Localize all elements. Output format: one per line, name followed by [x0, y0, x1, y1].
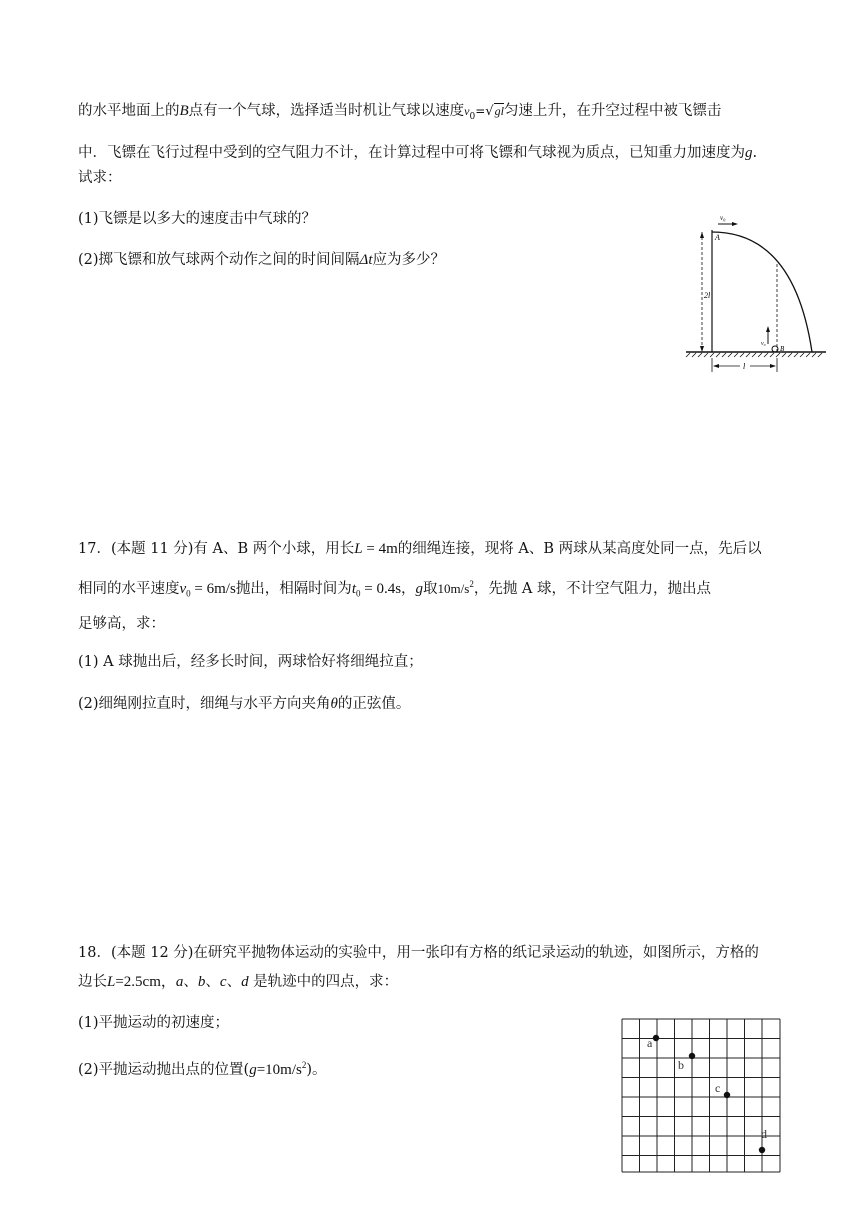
label-a: A: [715, 233, 720, 242]
gravity-symbol: g: [249, 1061, 257, 1078]
period: .: [752, 145, 758, 161]
p18-text: 是轨迹中的四点，求：: [248, 974, 399, 990]
question-text: (2)细绳刚拉直时，细绳与水平方向夹角: [78, 696, 331, 712]
trajectory-point-a: [653, 1035, 659, 1041]
label-b: B: [780, 345, 785, 353]
arrow-down-icon: [700, 346, 704, 352]
arrow-up-icon: [700, 232, 704, 238]
arrow-up-icon: [766, 326, 770, 332]
gravity-exponent: 2: [469, 579, 474, 589]
p17-line-1: [78, 539, 762, 559]
equals-sign: =: [475, 104, 486, 118]
point-b: B: [179, 103, 189, 119]
question-text: (1)平抛运动的初速度；: [78, 1015, 230, 1031]
p16-line-3: [78, 168, 122, 188]
trajectory-curve: [712, 232, 812, 352]
length-value: = 4m: [362, 541, 398, 557]
arrow-right-icon: [732, 222, 738, 226]
question-text: (2)掷飞镖和放气球两个动作之间的时间间隔: [78, 252, 360, 268]
t0-symbol: t: [351, 580, 356, 597]
gravity-value: 10m/s: [437, 580, 470, 596]
p16-line-2: [78, 143, 757, 163]
separator: 、: [205, 974, 220, 990]
p18-question-2: [78, 1055, 327, 1080]
v0-symbol: v: [464, 104, 470, 118]
trajectory-point-d: [759, 1147, 765, 1153]
question-text: )。: [306, 1061, 327, 1078]
question-text: (2)平抛运动抛出点的位置(: [78, 1061, 250, 1078]
length-value: =2.5cm，: [115, 974, 176, 990]
point-a: a: [175, 974, 184, 990]
comma: ，: [401, 580, 416, 597]
p16-text: 匀速上升，在升空过程中被飞镖击: [503, 103, 722, 119]
length-symbol: L: [107, 974, 116, 990]
label-v0-bottom: v₀: [761, 341, 766, 347]
p16-question-1: [78, 209, 316, 229]
gravity-symbol: g: [745, 145, 753, 161]
p17-text: 相同的水平速度: [78, 580, 180, 597]
separator: 、: [183, 974, 198, 990]
p17-line-2: [78, 574, 711, 604]
v0-subscript: 0: [186, 588, 191, 599]
question-text: 的正弦值。: [337, 696, 411, 712]
question-text: 应为多少？: [372, 252, 446, 268]
label-d: d: [761, 1127, 767, 1141]
p16-text: 的水平地面上的: [78, 103, 180, 119]
trajectory-point-b: [689, 1053, 695, 1059]
sqrt-radicand: gl: [494, 104, 504, 118]
p17-text: 抛出，相隔时间为: [235, 580, 352, 597]
p17-text: 取: [423, 580, 438, 597]
p17-line-3: [78, 614, 165, 634]
p16-question-2: [78, 250, 445, 270]
p18-text: 18．(本题 12 分)在研究平抛物体运动的实验中，用一张印有方格的纸记录运动的轨迹，如图所示，方格的: [78, 945, 759, 961]
gravity-exponent: 2: [301, 1060, 307, 1070]
p18-question-1: [78, 1013, 229, 1033]
label-v0-top: v₀: [720, 214, 726, 222]
label-a: a: [647, 1036, 653, 1050]
trajectory-grid-figure: [620, 1017, 782, 1174]
question-text: (1)飞镖是以多大的速度击中气球的？: [78, 211, 317, 227]
p17-question-2: [78, 694, 410, 714]
gravity-symbol: g: [415, 580, 424, 597]
label-c: c: [715, 1081, 721, 1095]
grid-lines: [622, 1019, 780, 1172]
label-b: b: [678, 1058, 684, 1072]
point-d: d: [241, 974, 249, 990]
arrow-left-icon: [713, 364, 719, 368]
label-l: l: [743, 362, 746, 371]
p17-text: ，先抛 A 球，不计空气阻力，抛出点: [473, 580, 712, 597]
ground-hatch: [686, 353, 822, 357]
p16-text: 点有一个气球，选择适当时机让气球以速度: [188, 103, 465, 119]
p17-text: 17．(本题 11 分)有 A、B 两个小球，用长: [78, 541, 355, 557]
length-symbol: L: [354, 541, 363, 557]
separator: 、: [226, 974, 242, 990]
point-b: b: [197, 974, 206, 990]
v0-symbol: v: [179, 580, 187, 597]
p16-line-1: [78, 101, 721, 127]
v0-subscript: 0: [469, 111, 476, 122]
point-c: c: [219, 974, 227, 990]
p18-line-1: [78, 943, 759, 963]
label-2l: 2l: [704, 291, 711, 300]
arrow-right-icon: [770, 364, 776, 368]
gravity-value: =10m/s: [256, 1061, 302, 1078]
p16-text: 中．飞镖在飞行过程中受到的空气阻力不计，在计算过程中可将飞镖和气球视为质点，已知重力加速度为: [78, 145, 745, 161]
p18-text: 边长: [78, 974, 107, 990]
trajectory-point-c: [724, 1092, 730, 1098]
dart-balloon-figure: [684, 212, 834, 382]
t0-subscript: 0: [355, 588, 361, 599]
p17-text: 的细绳连接，现将 A、B 两球从某高度处同一点，先后以: [397, 541, 762, 557]
sqrt-icon: √: [485, 104, 494, 119]
question-text: (1) A 球抛出后，经多长时间，两球恰好将细绳拉直；: [78, 654, 423, 670]
p16-text: 试求：: [78, 170, 122, 186]
p17-question-1: [78, 652, 423, 672]
theta-symbol: θ: [330, 696, 338, 712]
delta-t-symbol: Δt: [359, 252, 373, 268]
p17-text: 足够高，求：: [78, 616, 165, 632]
v0-value: = 6m/s: [190, 580, 236, 597]
p18-line-2: [78, 972, 398, 992]
t0-value: = 0.4s: [360, 580, 402, 597]
